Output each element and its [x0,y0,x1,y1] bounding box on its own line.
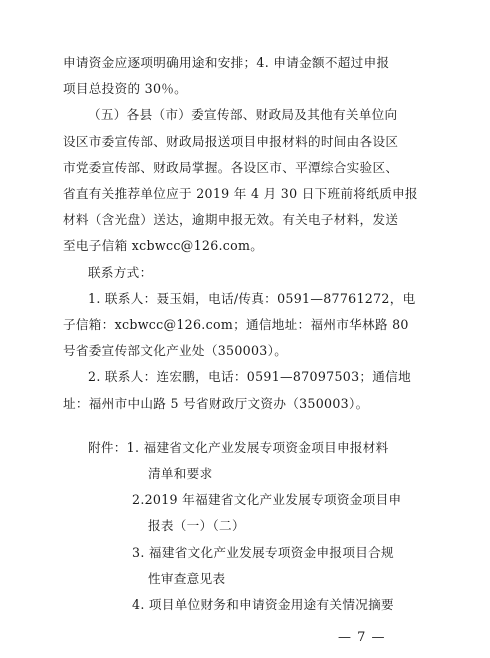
text-line: 报表（一）（二） [148,518,245,533]
text-line: 清单和要求 [148,466,213,481]
text-line: 4. 项目单位财务和申请资金用途有关情况摘要 [132,597,394,612]
text-line: （五）各县（市）委宣传部、财政局及其他有关单位向 [88,107,398,122]
text-line: 申请资金应逐项明确用途和安排；4. 申请金额不超过申报 [63,55,390,70]
text-line: 项目总投资的 30％。 [63,81,188,96]
page-number: — 7 — [338,630,386,645]
text-line: 址：福州市中山路 5 号省财政厅文资办（350003）。 [63,396,369,411]
text-line: 附件：1. 福建省文化产业发展专项资金项目申报材料 [88,440,389,455]
text-line: 子信箱：xcbwcc@126.com；通信地址：福州市华林路 80 [63,317,409,332]
text-line: 市党委宣传部、财政局掌握。各设区市、平潭综合实验区、 [63,160,399,175]
text-line: 2.2019 年福建省文化产业发展专项资金项目申 [132,492,402,507]
text-line: 2. 联系人：连宏鹏，电话：0591—87097503；通信地 [88,369,411,384]
text-line: 3. 福建省文化产业发展专项资金申报项目合规 [132,545,394,560]
text-line: 设区市委宣传部、财政局报送项目申报材料的时间由各设区 [63,134,399,149]
text-line: 材料（含光盘）送达，逾期申报无效。有关电子材料，发送 [63,212,399,227]
text-line: 性审查意见表 [148,571,226,586]
text-line: 省直有关推荐单位应于 2019 年 4 月 30 日下班前将纸质申报 [63,186,418,201]
text-line: 联系方式： [88,265,153,280]
text-line: 号省委宣传部文化产业处（350003）。 [63,343,288,358]
text-line: 至电子信箱 xcbwcc@126.com。 [63,238,264,253]
text-line: 1. 联系人：聂玉娟，电话/传真：0591—87761272，电 [88,291,416,306]
